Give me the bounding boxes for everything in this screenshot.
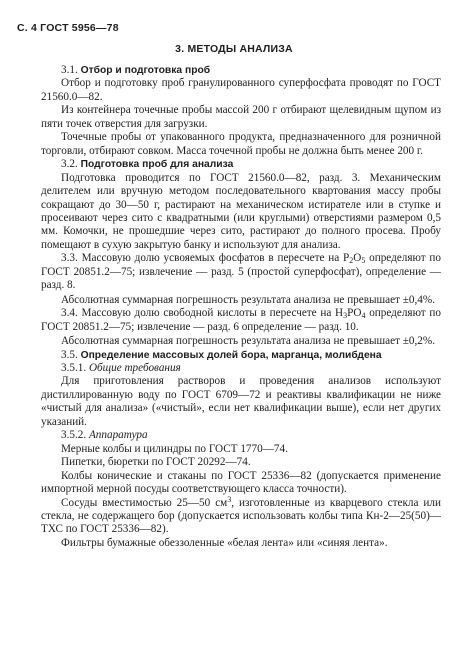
equipment-item: Колбы конические и стаканы по ГОСТ 25336—82 (допускается применение импортной мерной посуды соответствующего класса точности). (41, 469, 441, 496)
paragraph-3-1-b: Из контейнера точечные пробы массой 200 г отбирают щелевидным щупом из пяти точек отверстия для загрузки. (41, 104, 441, 130)
paragraph-3-3: 3.3. Массовую долю усвояемых фосфатов в пересчете на $P_2O_5$ определяют по ГОСТ 20851.2—75; извлечение — разд. 5 (простой суперфосфат), определение — разд. 8. (41, 252, 441, 292)
clause-number: 3.2. (61, 158, 78, 171)
clause-heading: Общие требования (88, 361, 181, 374)
clause-heading: Отбор и подготовка проб (80, 65, 211, 76)
equipment-item: Пипетки, бюретки по ГОСТ 20292—74. (61, 456, 251, 469)
clause-number: 3.1. (61, 64, 78, 76)
paragraph-3-3-accuracy: Абсолютная суммарная погрешность результата анализа не превышает ±0,4%. (61, 293, 436, 306)
paragraph-3-2 (41, 158, 441, 171)
equipment-item: Сосуды вместимостью 25—50 $см^3$, изготовленные из кварцевого стекла или стекла, не содержащего бор (допускается использовать колбы типа Кн-2—25(50)—ТХС по ГОСТ 25336—82). (41, 494, 441, 536)
page-header: С. 4 ГОСТ 5956—78 (17, 22, 119, 34)
paragraph-3-5 (41, 349, 441, 362)
clause-number: 3.5.2. (61, 429, 87, 442)
paragraph-3-5-1 (41, 362, 441, 375)
paragraph-3-5-1-text: Для приготовления растворов и проведения анализов используют дистиллированную воду по ГОСТ 6709—72 и реактивы квалификации не ниже «чистый для анализа» («чистый», если нет квалификации выше), если нет других указаний. (41, 375, 441, 428)
clause-heading: Аппаратура (88, 429, 148, 442)
equipment-item: Мерные колбы и цилиндры по ГОСТ 1770—74. (61, 442, 288, 455)
section-title: 3. МЕТОДЫ АНАЛИЗА (175, 43, 293, 55)
paragraph-3-1 (41, 64, 441, 77)
paragraph-3-1-c: Точечные пробы от упакованного продукта, предназначенного для розничной торговли, отбирают совком. Масса точечной пробы не должна быть менее 200 г. (41, 131, 441, 157)
clause-number: 3.5. (61, 348, 78, 361)
equipment-item: Фильтры бумажные обеззоленные «белая лента» или «синяя лента». (61, 536, 388, 549)
clause-number: 3.5.1. (61, 361, 87, 374)
paragraph-3-2-text: Подготовка проводится по ГОСТ 21560.0—82, разд. 3. Механическим делителем или вручную методом последовательного квартования массу пробы сокращают до 30—50 г, растирают на механическом истирателе или в ступке и просеивают через сито с квадратными (или круглыми) отверстиями размером 0,5 мм. Комочки, не прошедшие через сито, растирают до полного просева. Пробу помещают в сухую закрытую банку и используют для анализа. (41, 171, 441, 251)
clause-heading: Определение массовых долей бора, марганца, молибдена (80, 349, 382, 361)
paragraph-3-4: 3.4. Массовую долю свободной кислоты в пересчете на $H_3PO_4$ определяют по ГОСТ 20851.2—75; извлечение — разд. 6 определение — разд. 10. (41, 307, 441, 333)
clause-heading: Подготовка проб для анализа (80, 159, 234, 171)
paragraph-3-5-2 (41, 429, 441, 442)
paragraph-3-1-text: Отбор и подготовку проб гранулированного суперфосфата проводят по ГОСТ 21560.0—82. (41, 77, 441, 103)
paragraph-3-4-accuracy: Абсолютная суммарная погрешность результата анализа не превышает ±0,2%. (61, 335, 436, 348)
document-body (41, 64, 441, 550)
